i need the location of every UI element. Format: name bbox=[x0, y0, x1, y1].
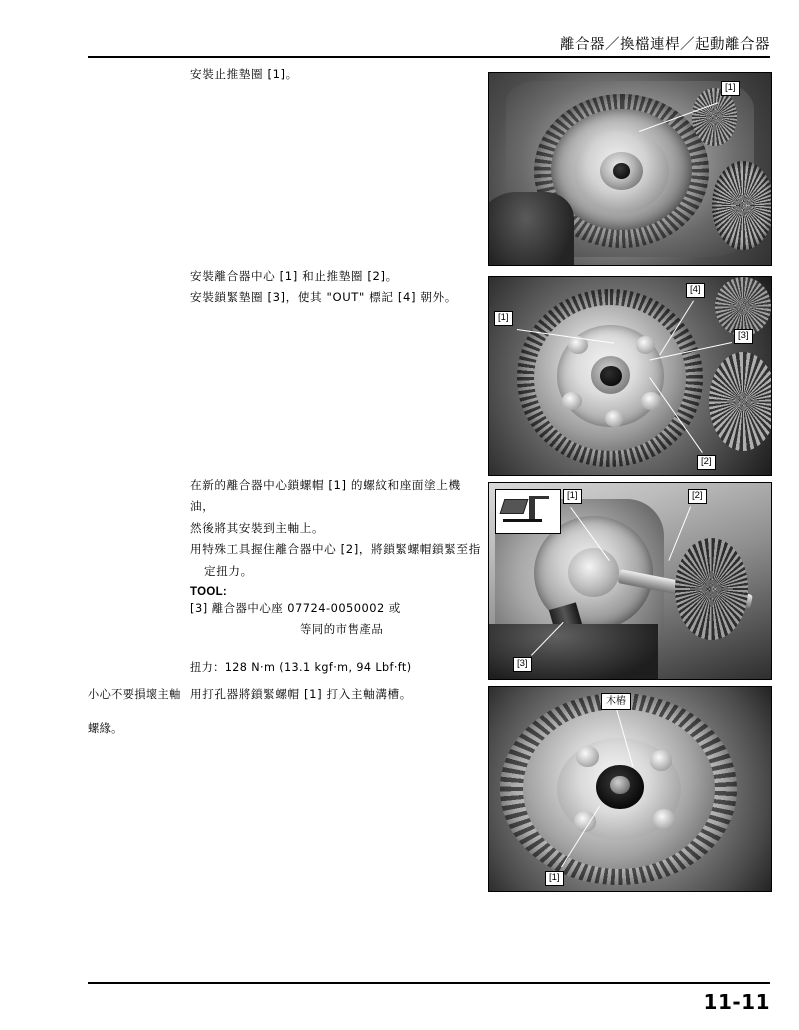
instruction-line: 安裝離合器中心 [1] 和止推墊圈 [2]。 bbox=[190, 269, 398, 283]
footer-divider bbox=[88, 982, 770, 984]
figure-photo bbox=[489, 687, 771, 891]
instruction-line: 定扭力。 bbox=[204, 563, 253, 578]
caution-note bbox=[88, 684, 188, 741]
instruction-block-1 bbox=[190, 64, 480, 85]
header-divider bbox=[88, 56, 770, 58]
figure-callout: [1] bbox=[721, 81, 740, 96]
caution-note-line-1: 小心不要損壞主軸 bbox=[88, 688, 181, 701]
figure-callout: [2] bbox=[697, 455, 716, 470]
figure-lock-nut-torque bbox=[488, 482, 772, 680]
page-header-title: 離合器／換檔連桿／起動離合器 bbox=[560, 37, 770, 53]
figure-thrust-washer bbox=[488, 72, 772, 266]
figure-callout: [1] bbox=[494, 311, 513, 326]
figure-photo bbox=[489, 73, 771, 265]
figure-photo bbox=[489, 277, 771, 475]
figure-callout: [1] bbox=[563, 489, 582, 504]
instruction-block-2 bbox=[190, 266, 480, 309]
torque-spec: 扭力：128 N·m (13.1 kgf·m, 94 Lbf·ft) bbox=[190, 661, 412, 675]
instruction-line: 安裝止推墊圈 [1]。 bbox=[190, 67, 298, 81]
instruction-line: 用打孔器將鎖緊螺帽 [1] 打入主軸溝槽。 bbox=[190, 687, 412, 701]
figure-staking-lock-nut bbox=[488, 686, 772, 892]
instruction-line: 安裝鎖緊墊圈 [3]，使其 "OUT" 標記 [4] 朝外。 bbox=[190, 290, 457, 305]
figure-callout: [4] bbox=[686, 283, 705, 298]
figure-photo bbox=[489, 483, 771, 679]
figure-clutch-center bbox=[488, 276, 772, 476]
special-tool-icon bbox=[495, 489, 562, 534]
page-number: 11-11 bbox=[703, 990, 770, 1014]
instruction-line: 用特殊工具握住離合器中心 [2]，將鎖緊螺帽鎖緊至指 bbox=[190, 542, 481, 557]
figure-callout-punch: 木樁 bbox=[601, 693, 631, 710]
instruction-line: 在新的離合器中心鎖螺帽 [1] 的螺紋和座面塗上機油， bbox=[190, 478, 461, 514]
figure-callout: [1] bbox=[545, 871, 564, 886]
instruction-block-4 bbox=[190, 684, 480, 705]
tool-line-2: 等同的市售產品 bbox=[300, 621, 384, 636]
instruction-block-3 bbox=[190, 475, 482, 675]
figure-callout: [3] bbox=[513, 657, 532, 672]
figure-callout: [3] bbox=[734, 329, 753, 344]
instruction-line: 然後將其安裝到主軸上。 bbox=[190, 520, 325, 535]
tool-line-1: [3] 離合器中心座 07724-0050002 或 bbox=[190, 601, 401, 616]
tool-label: TOOL: bbox=[190, 586, 228, 599]
figure-callout: [2] bbox=[688, 489, 707, 504]
caution-note-line-2: 螺緣。 bbox=[88, 722, 123, 736]
